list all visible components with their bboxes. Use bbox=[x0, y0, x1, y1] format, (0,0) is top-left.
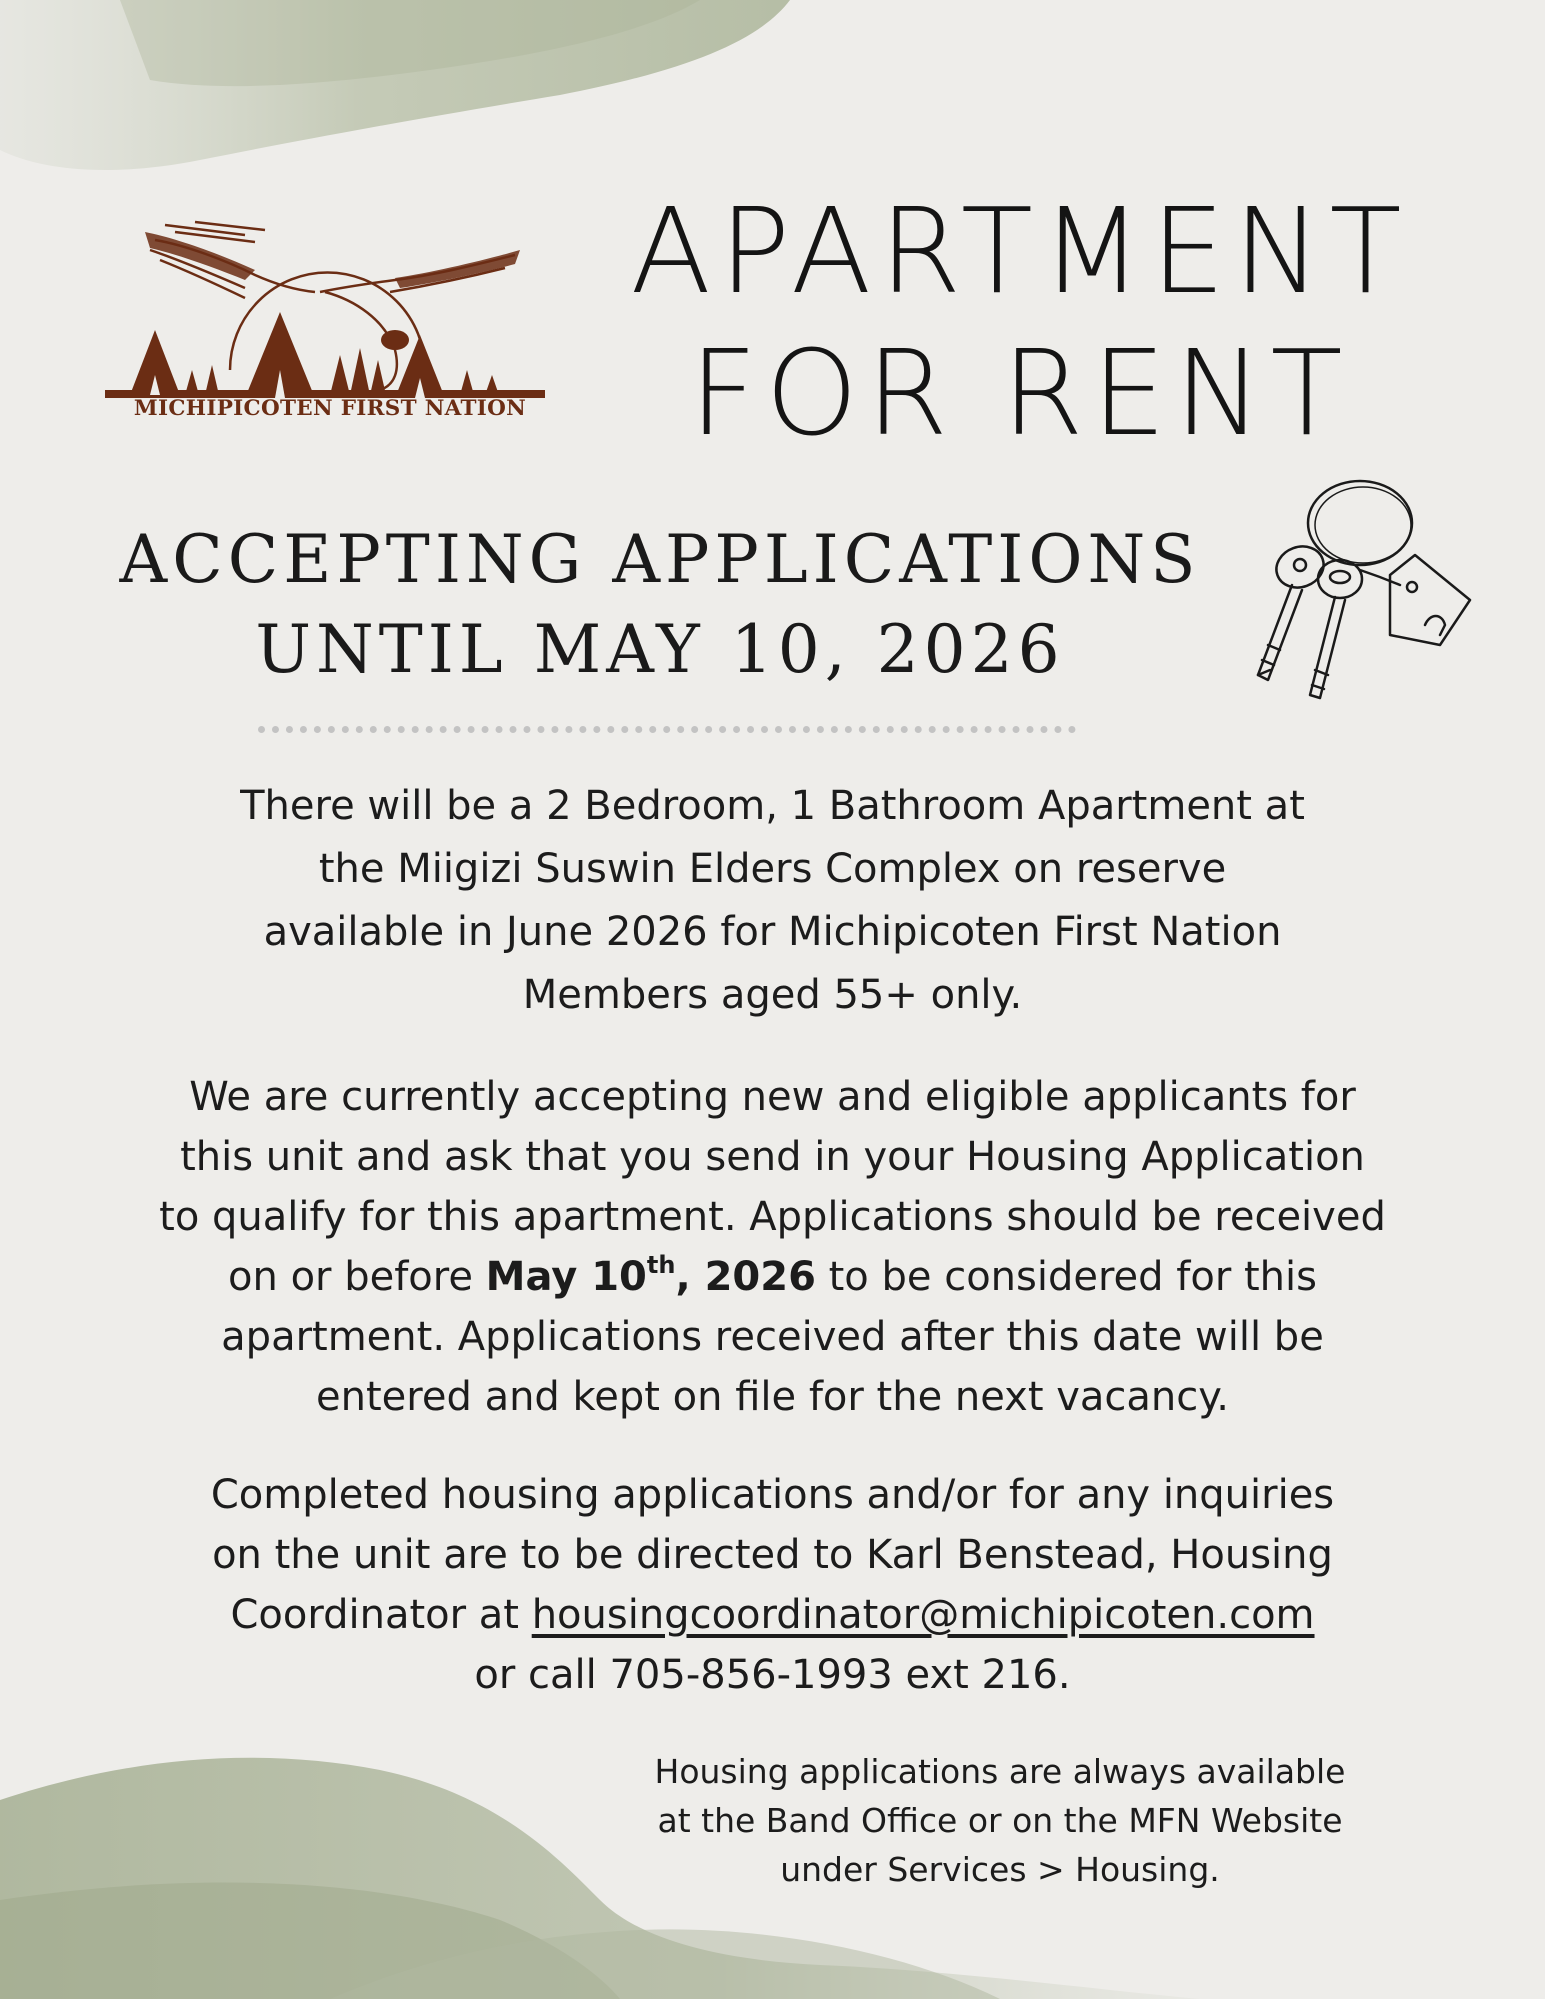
description-line: available in June 2026 for Michipicoten First Nation bbox=[263, 909, 1282, 955]
contact-line: Completed housing applications and/or for any inquiries bbox=[210, 1472, 1335, 1518]
page-title bbox=[560, 180, 1480, 464]
apartment-description bbox=[100, 775, 1445, 1027]
deadline-year: , 2026 bbox=[675, 1254, 816, 1300]
contact-phone: or call 705-856-1993 ext 216. bbox=[474, 1652, 1071, 1698]
note-line: Housing applications are always available bbox=[654, 1752, 1346, 1791]
description-line: the Miigizi Suswin Elders Complex on reserve bbox=[318, 846, 1227, 892]
note-line: at the Band Office or on the MFN Website bbox=[657, 1801, 1343, 1840]
description-line: Members aged 55+ only. bbox=[522, 972, 1023, 1018]
deadline-prefix: on or before bbox=[228, 1254, 486, 1300]
instructions-line: We are currently accepting new and eligible applicants for bbox=[189, 1074, 1356, 1120]
contact-information bbox=[100, 1465, 1445, 1705]
instructions-line: this unit and ask that you send in your Housing Application bbox=[180, 1134, 1365, 1180]
deadline-date bbox=[485, 1251, 816, 1300]
title-line-1: APARTMENT bbox=[630, 182, 1410, 320]
subtitle-line-1: ACCEPTING APPLICATIONS bbox=[119, 521, 1201, 598]
email-link[interactable]: housingcoordinator@michipicoten.com bbox=[531, 1592, 1315, 1638]
instructions-line-deadline bbox=[100, 1247, 1445, 1307]
deadline-month-day: May 10 bbox=[485, 1254, 647, 1300]
availability-note bbox=[560, 1747, 1440, 1894]
instructions-line: to qualify for this apartment. Applications should be received bbox=[159, 1194, 1386, 1240]
email-prefix: Coordinator at bbox=[230, 1592, 532, 1638]
keys-icon bbox=[1240, 475, 1480, 705]
logo bbox=[95, 220, 565, 430]
logo-text: MICHIPICOTEN FIRST NATION bbox=[133, 396, 527, 421]
contact-line-email bbox=[100, 1585, 1445, 1645]
description-line: There will be a 2 Bedroom, 1 Bathroom Apartment at bbox=[240, 783, 1305, 829]
instructions-line: apartment. Applications received after this date will be bbox=[221, 1314, 1324, 1360]
note-line: under Services > Housing. bbox=[780, 1850, 1220, 1889]
deadline-suffix: to be considered for this bbox=[815, 1254, 1317, 1300]
application-instructions bbox=[100, 1067, 1445, 1427]
title-line-2: FOR RENT bbox=[689, 324, 1351, 462]
contact-line: on the unit are to be directed to Karl Benstead, Housing bbox=[212, 1532, 1333, 1578]
application-deadline-heading bbox=[70, 515, 1250, 695]
dotted-divider bbox=[258, 726, 1076, 733]
instructions-line: entered and kept on file for the next vacancy. bbox=[316, 1374, 1229, 1420]
deadline-ordinal: th bbox=[646, 1251, 676, 1279]
subtitle-line-2: UNTIL MAY 10, 2026 bbox=[255, 611, 1065, 688]
eagle-tipi-emblem bbox=[95, 220, 565, 410]
